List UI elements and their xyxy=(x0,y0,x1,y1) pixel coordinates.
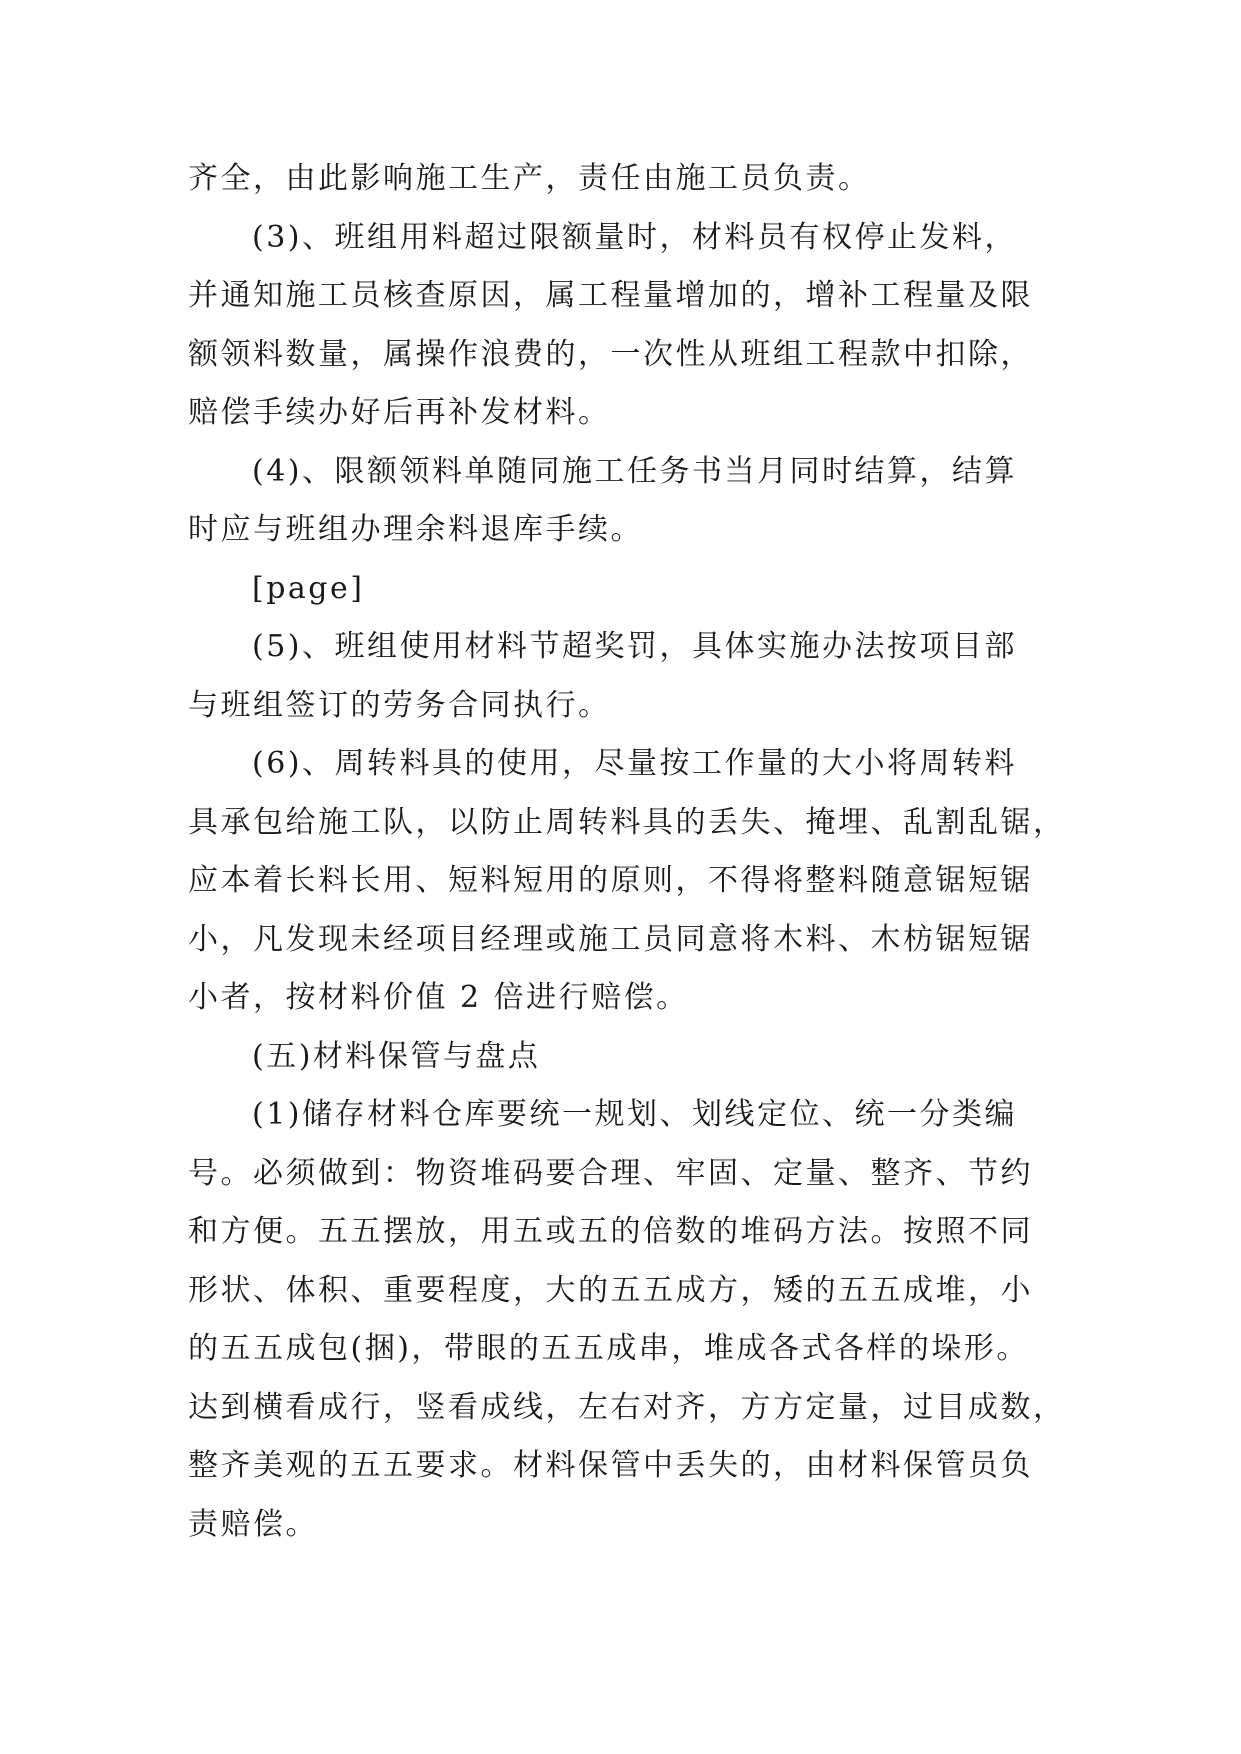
text-line: 达到横看成行，竖看成线，左右对齐，方方定量，过目成数， xyxy=(188,1389,1066,1425)
text-line: 具承包给施工队，以防止周转料具的丢失、掩埋、乱割乱锯， xyxy=(188,804,1066,840)
text-line: (4)、限额领料单随同施工任务书当月同时结算，结算 xyxy=(252,453,1017,489)
text-line: (五)材料保管与盘点 xyxy=(252,1038,541,1074)
text-line: 的五五成包(捆)，带眼的五五成串，堆成各式各样的垛形。 xyxy=(188,1331,1029,1366)
text-line: 应本着长料长用、短料短用的原则，不得将整料随意锯短锯 xyxy=(188,863,1033,898)
paragraph xyxy=(188,443,1068,560)
text-line: (6)、周转料具的使用，尽量按工作量的大小将周转料 xyxy=(252,746,1017,781)
text-line: 小，凡发现未经项目经理或施工员同意将木料、木枋锯短锯 xyxy=(188,921,1033,957)
text-line: 与班组签订的劳务合同执行。 xyxy=(188,687,611,723)
paragraph xyxy=(188,735,1068,1028)
text-line: 和方便。五五摆放，用五或五的倍数的堆码方法。按照不同 xyxy=(188,1214,1033,1249)
paragraph xyxy=(188,618,1068,735)
paragraph xyxy=(188,1028,1068,1087)
text-line: 时应与班组办理余料退库手续。 xyxy=(188,512,643,547)
text-line: [page] xyxy=(252,570,365,606)
text-line: 小者，按材料价值 2 倍进行赔偿。 xyxy=(188,980,689,1015)
text-line: 额领料数量，属操作浪费的，一次性从班组工程款中扣除， xyxy=(188,336,1033,372)
text-line: 整齐美观的五五要求。材料保管中丢失的，由材料保管员负 xyxy=(188,1448,1033,1483)
text-line: 齐全，由此影响施工生产，责任由施工员负责。 xyxy=(188,161,871,196)
document-body xyxy=(188,150,1068,1554)
text-line: (3)、班组用料超过限额量时，材料员有权停止发料， xyxy=(252,219,1017,255)
paragraph xyxy=(188,150,1068,209)
paragraph xyxy=(188,560,1068,619)
text-line: 并通知施工员核查原因，属工程量增加的，增补工程量及限 xyxy=(188,278,1033,313)
text-line: (5)、班组使用材料节超奖罚，具体实施办法按项目部 xyxy=(252,629,1017,664)
text-line: (1)储存材料仓库要统一规划、划线定位、统一分类编 xyxy=(252,1097,1017,1132)
text-line: 责赔偿。 xyxy=(188,1506,318,1542)
paragraph xyxy=(188,209,1068,443)
text-line: 号。必须做到：物资堆码要合理、牢固、定量、整齐、节约 xyxy=(188,1155,1033,1191)
paragraph xyxy=(188,1086,1068,1554)
text-line: 形状、体积、重要程度，大的五五成方，矮的五五成堆，小 xyxy=(188,1272,1033,1308)
text-line: 赔偿手续办好后再补发材料。 xyxy=(188,395,611,430)
